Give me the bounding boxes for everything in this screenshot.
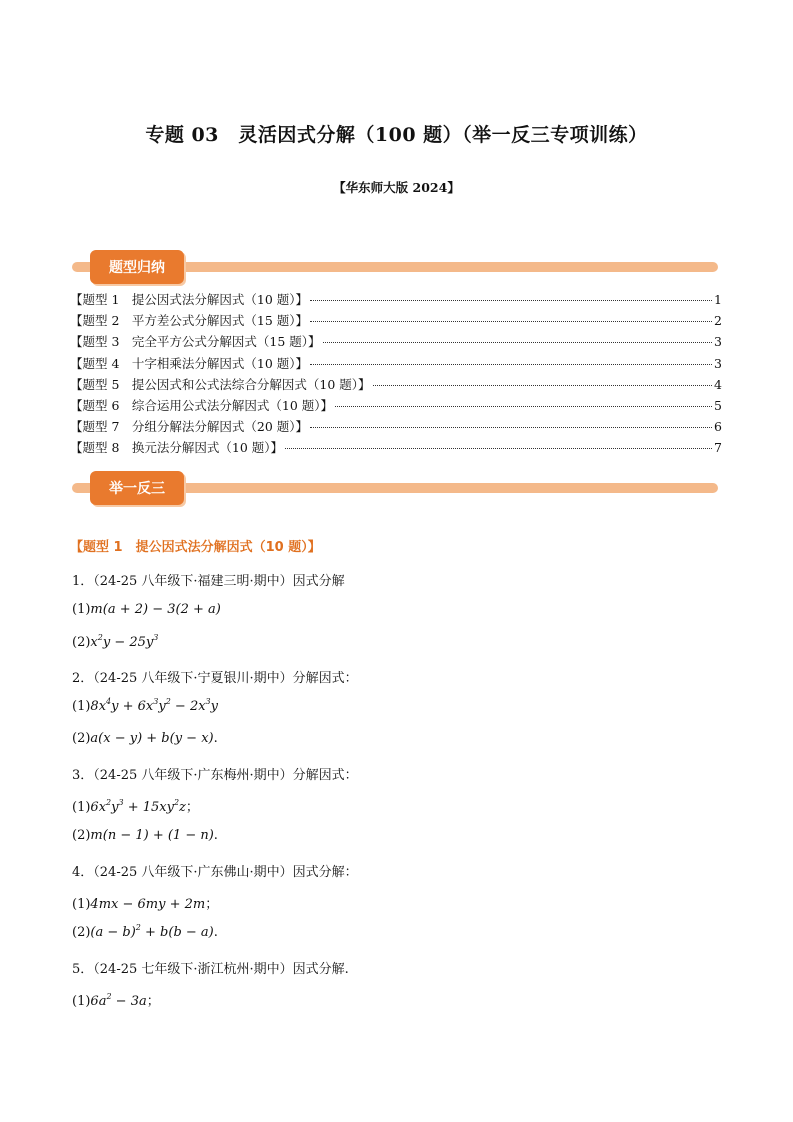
subproblem-number: (2) (72, 828, 91, 844)
problem-stem: 1．（24-25 八年级下·福建三明·期中）因式分解 (72, 574, 345, 589)
toc-item-page: 2 (714, 313, 722, 329)
toc-item[interactable] (70, 332, 722, 353)
toc-item-label: 【题型 4 十字相乘法分解因式（10 题）】 (70, 355, 309, 371)
math-expression: m(a + 2) − 3(2 + a) (90, 602, 221, 618)
toc-item-label: 【题型 6 综合运用公式法分解因式（10 题）】 (70, 397, 334, 413)
toc-item[interactable] (70, 396, 722, 417)
subproblem-number: (1) (72, 602, 91, 618)
math-expression: m(n − 1) + (1 − n) (90, 828, 214, 844)
subproblem: $(2)(a - b)^2 + b(b - a)$. (72, 923, 218, 941)
math-expression: a(x − y) + b(y − x) (90, 731, 214, 747)
toc-item-page: 1 (714, 292, 722, 307)
toc-item-page: 5 (714, 397, 722, 413)
subproblem-number: (2) (72, 634, 91, 650)
subproblem: $(1)6a^2 - 3a$； (72, 991, 160, 1009)
subproblem: (1)4mx − 6my + 2m； (72, 896, 219, 912)
toc-item-label: 【题型 5 提公因式和公式法综合分解因式（10 题）】 (70, 376, 371, 392)
subproblem-number: (2) (72, 925, 91, 941)
subproblem-number: (1) (72, 699, 91, 715)
subproblem: (2)m(n − 1) + (1 − n). (72, 828, 218, 844)
math-expression: $8x^4y + 6x^3y^2 - 2x^3y$ (90, 697, 218, 715)
section-heading: 【题型 1 提公因式法分解因式（10 题）】 (70, 540, 321, 555)
problem-stem: 2．（24-25 八年级下·宁夏银川·期中）分解因式： (72, 670, 358, 686)
subproblem-number: (1) (72, 800, 91, 816)
problem-stem: 5．（24-25 七年级下·浙江杭州·期中）因式分解. (72, 961, 349, 977)
toc-item-label: 【题型 8 换元法分解因式（10 题）】 (70, 440, 284, 456)
math-expression: $(a - b)^2 + b(b - a)$ (90, 923, 214, 941)
toc-item[interactable] (70, 438, 722, 459)
practice-section-tab: 举一反三 (90, 471, 184, 505)
page-title: 专题 03 灵活因式分解（100 题）（举一反三专项训练） (145, 124, 648, 146)
toc-leader (310, 311, 712, 322)
math-expression: $x^2y - 25y^3$ (90, 632, 159, 650)
subproblem-number: (1) (72, 896, 91, 912)
toc-leader (310, 290, 712, 301)
toc-item-page: 4 (714, 376, 722, 392)
toc-item[interactable] (70, 354, 722, 375)
toc-item-label: 【题型 7 分组分解法分解因式（20 题）】 (70, 419, 309, 435)
toc-item-label: 【题型 1 提公因式法分解因式（10 题）】 (70, 292, 309, 307)
toc-leader (310, 417, 712, 428)
toc-leader (285, 438, 712, 449)
toc-leader (335, 396, 712, 407)
toc-item-page: 3 (714, 334, 722, 350)
toc-item-page: 6 (714, 419, 722, 435)
table-of-contents (70, 290, 722, 460)
toc-item-page: 7 (714, 440, 722, 456)
toc-item-label: 【题型 2 平方差公式分解因式（15 题）】 (70, 313, 309, 329)
subproblem (72, 602, 722, 634)
toc-item-label: 【题型 3 完全平方公式分解因式（15 题）】 (70, 334, 321, 350)
problem-list (72, 570, 722, 1022)
toc-section-band (72, 250, 718, 284)
subproblem: $(1)6x^2y^3 + 15xy^2z$； (72, 798, 199, 816)
problem-stem: 3．（24-25 八年级下·广东梅州·期中）分解因式： (72, 767, 358, 783)
toc-leader (323, 332, 712, 343)
toc-section-tab: 题型归纳 (90, 250, 184, 284)
math-expression: 4mx − 6my + 2m (90, 896, 206, 912)
subproblem-number: (1) (72, 993, 91, 1009)
toc-leader (373, 375, 712, 386)
toc-item-page: 3 (714, 355, 722, 371)
subproblem: (2)a(x − y) + b(y − x). (72, 731, 218, 747)
subproblem (72, 632, 722, 667)
subproblem (72, 699, 722, 731)
subproblem-number: (2) (72, 731, 91, 747)
math-expression: $6a^2 - 3a$ (90, 991, 147, 1009)
edition-label: 【华东师大版 2024】 (333, 180, 460, 195)
math-expression: $6x^2y^3 + 15xy^2z$ (90, 798, 186, 816)
toc-leader (310, 354, 712, 365)
toc-item[interactable] (70, 375, 722, 396)
toc-item[interactable] (70, 311, 722, 332)
toc-item[interactable] (70, 417, 722, 438)
toc-item[interactable] (70, 290, 722, 311)
problem-stem: 4．（24-25 八年级下·广东佛山·期中）因式分解： (72, 864, 358, 880)
practice-section-band (72, 471, 718, 505)
